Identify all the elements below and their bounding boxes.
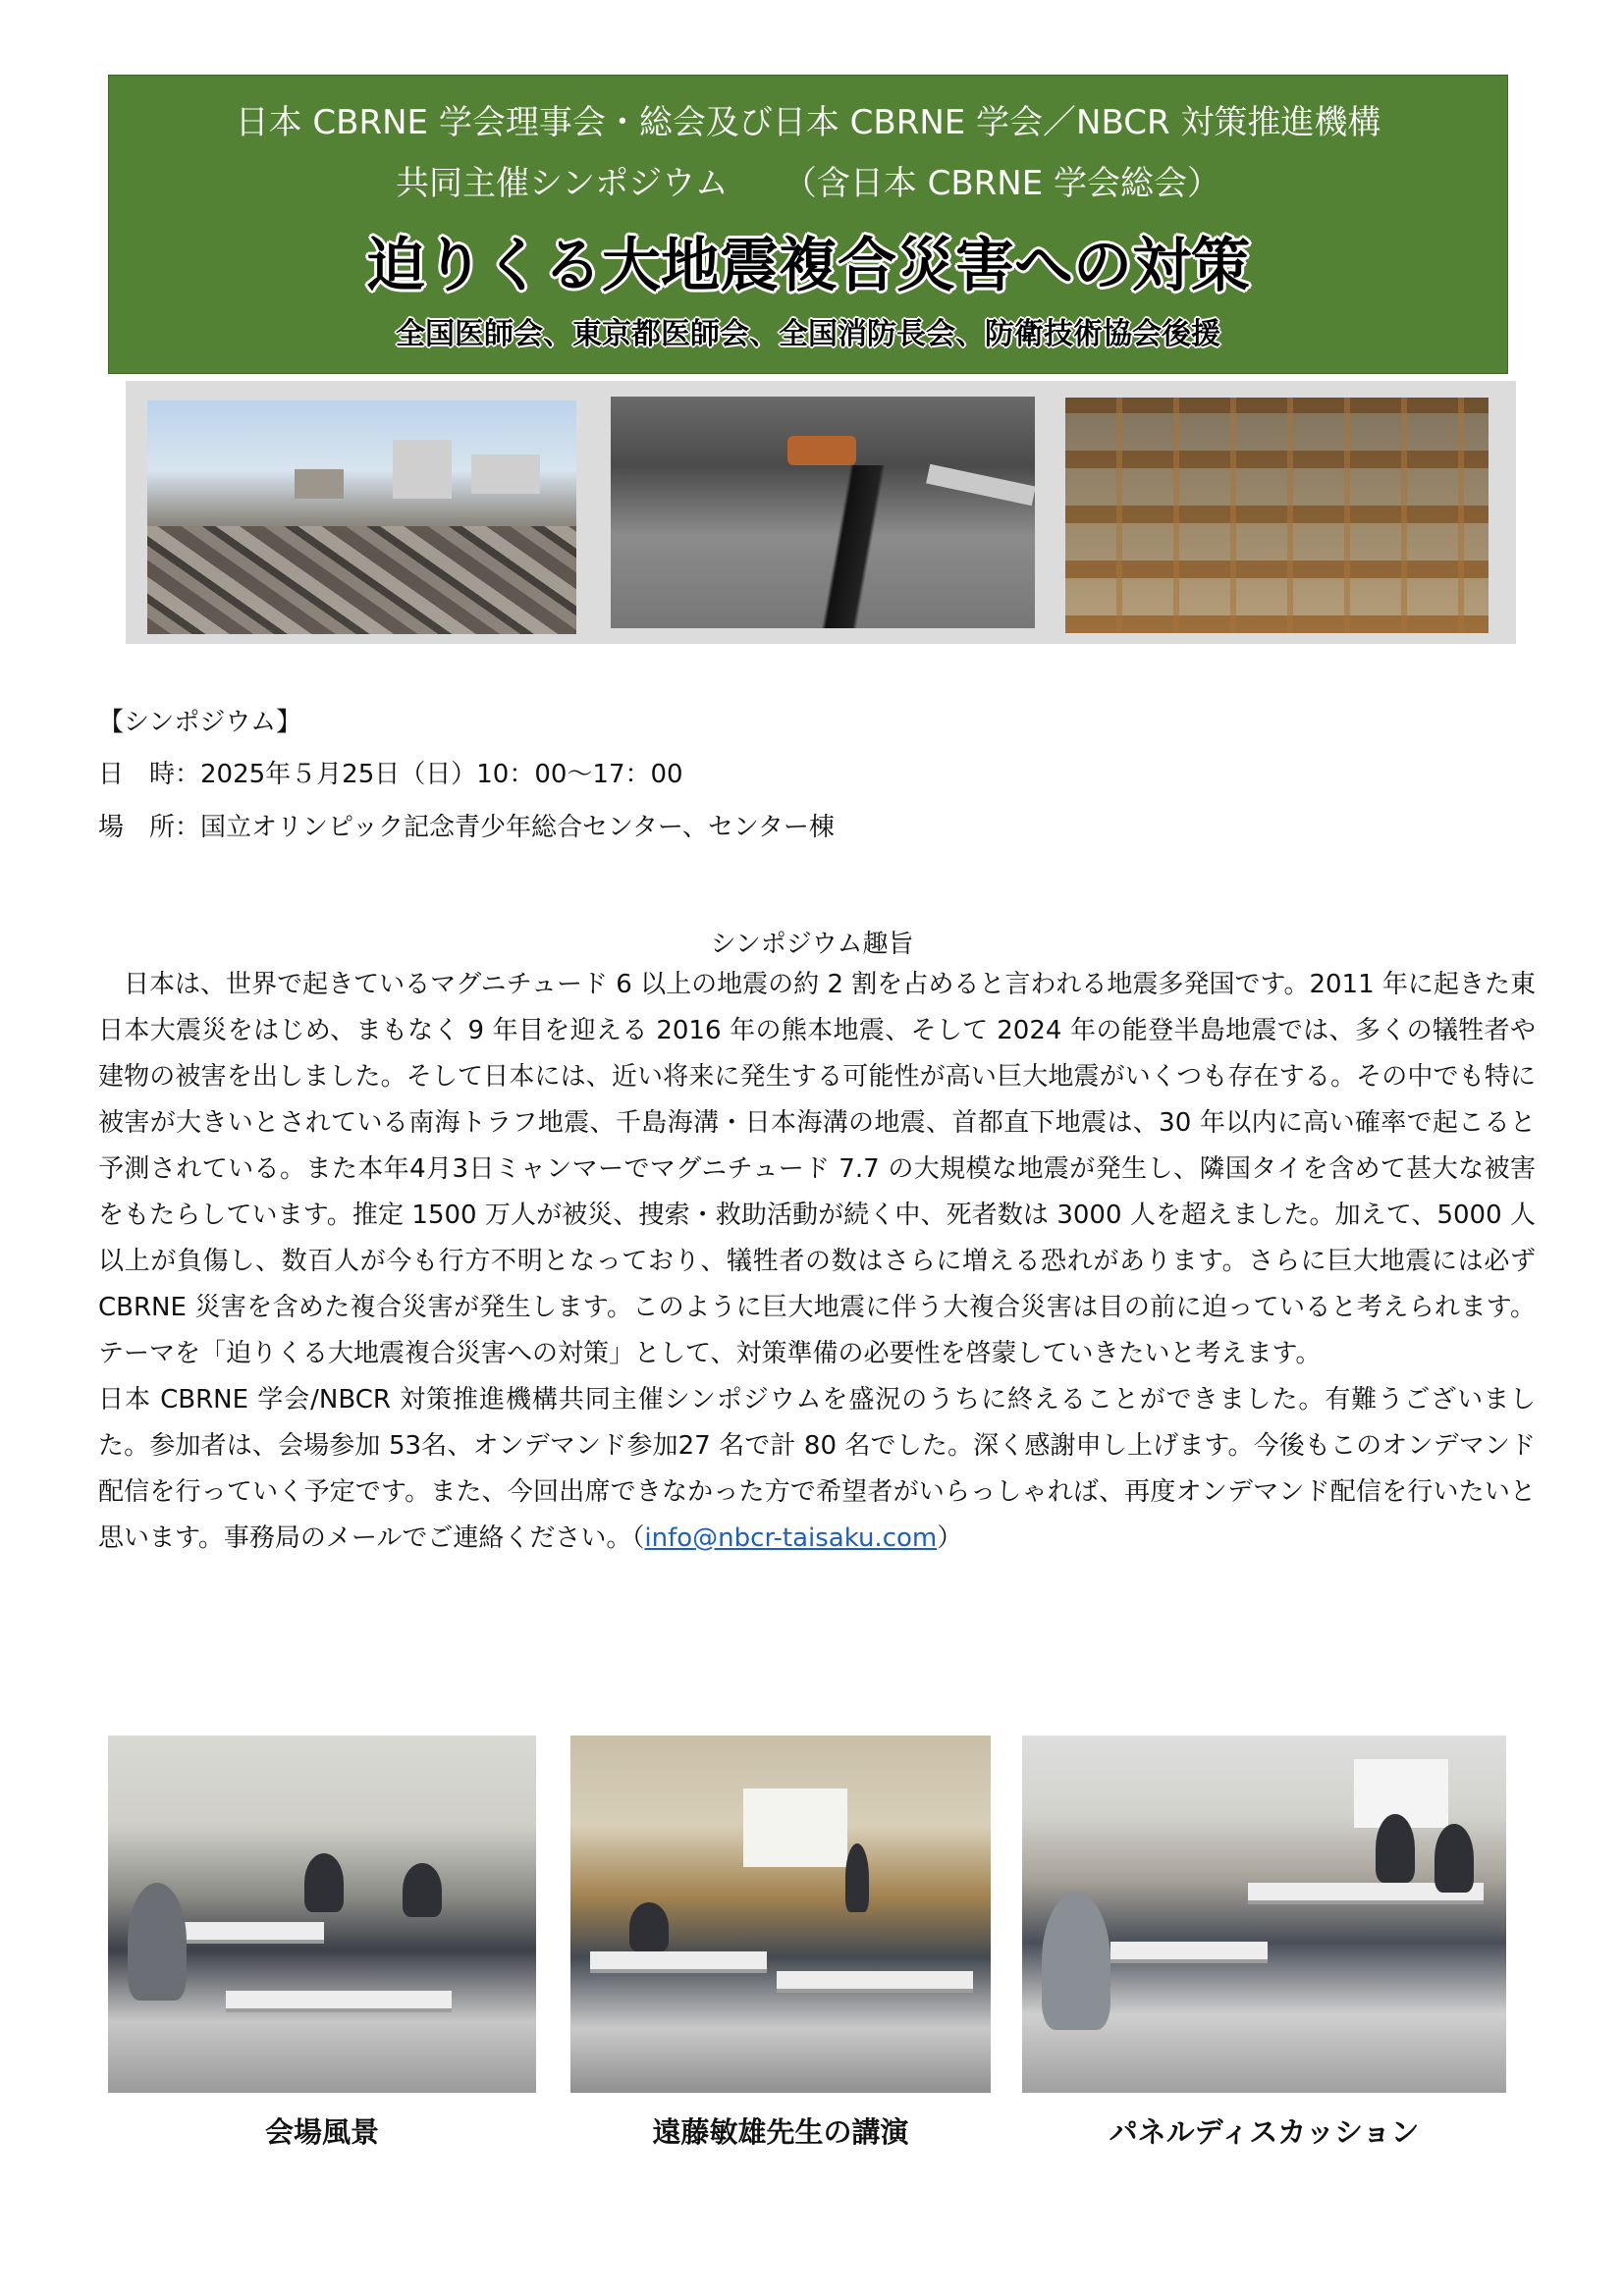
purpose-body <box>98 962 1536 1562</box>
email-open-paren: （ <box>631 1523 645 1553</box>
cracked-road-photo <box>611 397 1035 628</box>
panel-discussion-photo <box>1022 1735 1506 2093</box>
purpose-paragraph: 日本は、世界で起きているマグニチュード 6 以上の地震の約 2 割を占めると言われる地震多発国です。2011 年に起きた東日本大震災をはじめ、まもなく 9 年目を迎える 2016 年の熊本地震、そして 2024 年の能登半島地震では、多くの犠牲者や建物の被害を出しました。そして日本には、近い将来に発生する可能性が高い巨大地震がいくつも存在する。その中でも特に被害が大きいとされている南海トラフ地震、千島海溝・日本海溝の地震、首都直下地震は、30 年以内に高い確率で起こると予測されている。また本年4月3日ミャンマーでマグニチュード 7.7 の大規模な地震が発生し、隣国タイを含めて甚大な被害をもたらしています。推定 1500 万人が被災、捜索・救助活動が続く中、死者数は 3000 人を超えました。加えて、5000 人以上が負傷し、数百人が今も行方不明となっており、犠牲者の数はさらに増える恐れがあります。さらに巨大地震には必ず CBRNE 災害を含めた複合災害が発生します。このように巨大地震に伴う大複合災害は目の前に迫っていると考えられます。テーマを「迫りくる大地震複合災害への対策」として、対策準備の必要性を啓蒙していきたいと考えます。 <box>98 970 1536 1368</box>
sponsor-line: 全国医師会、東京都医師会、全国消防長会、防衛技術協会後援 <box>396 317 1220 351</box>
report-text: 日本 CBRNE 学会/NBCR 対策推進機構共同主催シンポジウムを盛況のうちに終えることができました。有難うございました。参加者は、会場参加 53名、オンデマンド参加27 名で計 80 名でした。深く感謝申し上げます。今後もこのオンデマンド配信を行っていく予定です。また、今回出席できなかった方で希望者がいらっしゃれば、再度オンデマンド配信を行いたいと思います。事務局のメールでご連絡ください。 <box>98 1385 1536 1553</box>
disaster-photo-strip <box>126 381 1516 644</box>
header-banner <box>108 75 1508 374</box>
event-date: 日 時：2025年５月25日（日）10：00～17：00 <box>98 760 683 789</box>
symposium-title: 迫りくる大地震複合災害への対策 <box>366 232 1250 300</box>
lecture-photo <box>570 1735 991 2093</box>
venue-photo <box>108 1735 536 2093</box>
caption-lecture: 遠藤敏雄先生の講演 <box>652 2115 909 2149</box>
event-venue: 場 所：国立オリンピック記念青少年総合センター、センター棟 <box>98 813 835 842</box>
purpose-title: シンポジウム趣旨 <box>710 930 914 959</box>
general-meeting-note: （含日本 CBRNE 学会総会） <box>783 164 1221 203</box>
email-close-paren: ） <box>937 1523 963 1553</box>
contact-email-link[interactable]: info@nbcr-taisaku.com <box>644 1523 938 1553</box>
evacuation-shelter-photo <box>1065 398 1489 633</box>
caption-panel: パネルディスカッション <box>1109 2115 1420 2149</box>
section-heading: 【シンポジウム】 <box>98 708 302 737</box>
report-paragraph <box>98 1377 1536 1562</box>
caption-venue: 会場風景 <box>264 2115 379 2149</box>
cohost-label: 共同主催シンポジウム <box>395 164 729 203</box>
cohost-line <box>109 156 1507 204</box>
earthquake-ruins-photo <box>147 400 576 634</box>
organizer-line: 日本 CBRNE 学会理事会・総会及び日本 CBRNE 学会／NBCR 対策推進機構 <box>235 103 1381 142</box>
